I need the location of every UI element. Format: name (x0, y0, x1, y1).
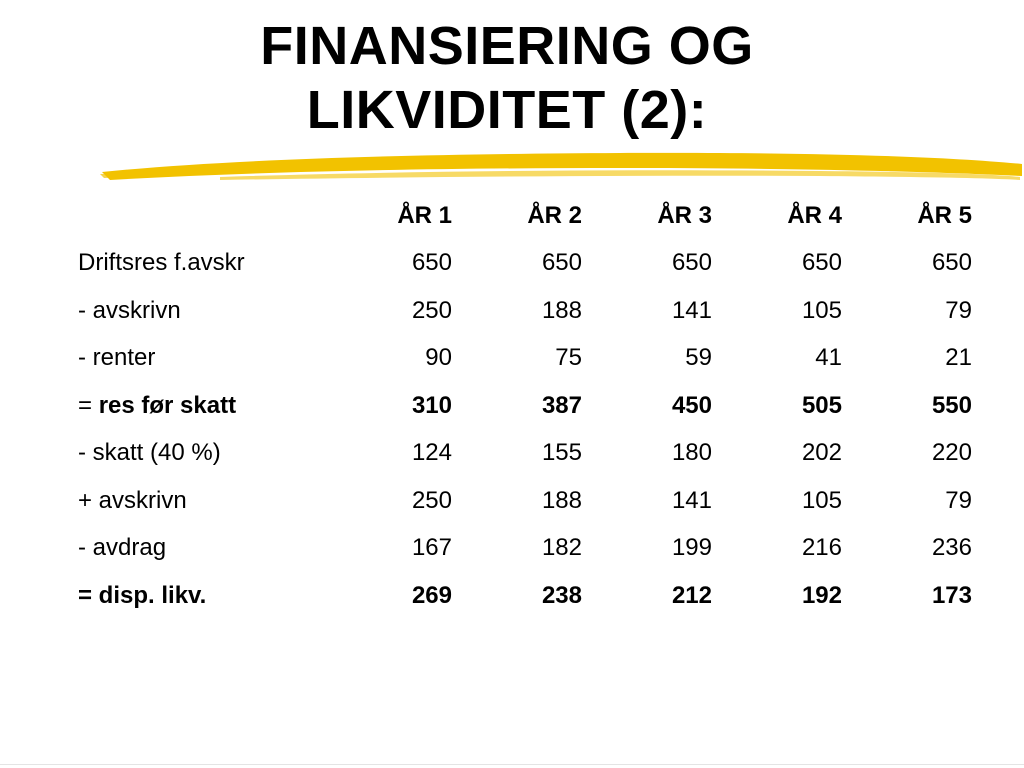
slide-title-line-1: FINANSIERING OG (260, 16, 754, 76)
row-value-year-4: 505 (801, 391, 842, 419)
table-row (78, 525, 972, 573)
table-row (78, 477, 972, 525)
row-value-year-2: 650 (541, 249, 582, 277)
row-value-year-3: 199 (671, 534, 712, 562)
row-value-year-3: 141 (671, 486, 712, 514)
row-value-year-5: 650 (931, 249, 972, 277)
slide-title-line-2: LIKVIDITET (2): (306, 80, 708, 140)
table-header-year-2: ÅR 2 (527, 201, 582, 229)
row-value-year-1: 269 (411, 581, 452, 609)
row-value-year-4: 650 (801, 249, 842, 277)
row-value-year-1: 250 (411, 486, 452, 514)
table-row (78, 430, 972, 478)
row-value-year-3: 180 (671, 439, 712, 467)
row-value-year-3: 141 (671, 296, 712, 324)
table-header-blank (78, 192, 321, 240)
row-label-prefix: = (78, 391, 99, 419)
row-value-year-5: 21 (945, 344, 972, 372)
table-row (78, 240, 972, 288)
table-header-year-3: ÅR 3 (657, 201, 712, 229)
row-label-text: - skatt (40 %) (78, 439, 221, 467)
row-label (78, 525, 321, 573)
table-row (78, 382, 972, 430)
row-value-year-5: 220 (931, 439, 972, 467)
row-value-year-3: 212 (671, 581, 712, 609)
row-value-year-2: 188 (541, 296, 582, 324)
row-label-text: Driftsres f.avskr (78, 249, 245, 277)
row-value-year-5: 550 (931, 391, 972, 419)
row-label-text: res før skatt (98, 391, 237, 419)
row-label (78, 430, 321, 478)
table-row (78, 287, 972, 335)
row-value-year-4: 216 (801, 534, 842, 562)
table-header-year-5: ÅR 5 (917, 201, 972, 229)
row-value-year-1: 250 (411, 296, 452, 324)
row-value-year-2: 155 (541, 439, 582, 467)
bottom-divider (0, 764, 1024, 765)
row-label-text: - avdrag (78, 534, 167, 562)
table-header-year-4: ÅR 4 (787, 201, 842, 229)
table-row (78, 572, 972, 620)
row-value-year-4: 105 (801, 296, 842, 324)
row-label-text: + avskrivn (78, 486, 187, 514)
table-header-row (78, 192, 972, 240)
row-value-year-3: 59 (685, 344, 712, 372)
row-value-year-4: 192 (801, 581, 842, 609)
row-value-year-2: 75 (555, 344, 582, 372)
row-value-year-5: 236 (931, 534, 972, 562)
table-body (78, 240, 972, 620)
row-label (78, 572, 321, 620)
row-value-year-3: 650 (671, 249, 712, 277)
row-label (78, 335, 321, 383)
row-label-text: - renter (78, 344, 156, 372)
slide-title (0, 14, 1014, 142)
row-value-year-4: 105 (801, 486, 842, 514)
row-label (78, 287, 321, 335)
row-label (78, 382, 321, 430)
row-label-text: - avskrivn (78, 296, 181, 324)
row-value-year-2: 238 (541, 581, 582, 609)
table-row (78, 335, 972, 383)
row-value-year-1: 90 (425, 344, 452, 372)
title-underline-brushstroke (100, 150, 1024, 186)
financing-table (78, 192, 972, 620)
row-value-year-4: 41 (815, 344, 842, 372)
row-value-year-2: 182 (541, 534, 582, 562)
row-value-year-3: 450 (671, 391, 712, 419)
row-value-year-1: 310 (411, 391, 452, 419)
table-header-year-1: ÅR 1 (397, 201, 452, 229)
row-value-year-5: 79 (945, 296, 972, 324)
row-value-year-4: 202 (801, 439, 842, 467)
row-value-year-2: 387 (541, 391, 582, 419)
row-value-year-1: 167 (411, 534, 452, 562)
row-label (78, 477, 321, 525)
row-label-text: = disp. likv. (78, 581, 207, 609)
row-value-year-1: 650 (411, 249, 452, 277)
row-label (78, 240, 321, 288)
row-value-year-1: 124 (411, 439, 452, 467)
row-value-year-5: 79 (945, 486, 972, 514)
row-value-year-2: 188 (541, 486, 582, 514)
row-value-year-5: 173 (931, 581, 972, 609)
